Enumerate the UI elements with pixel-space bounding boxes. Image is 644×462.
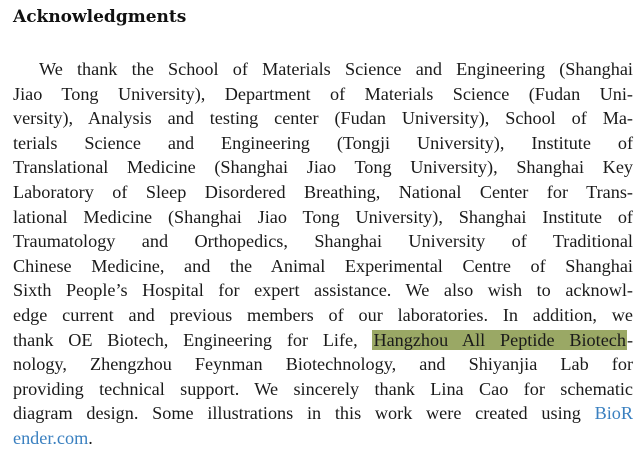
paragraph-line: Sixth People’s Hospital for expert assistance. We also wish to acknowl- [13,280,633,301]
paragraph-line: edge current and previous members of our laboratories. In addition, we [13,304,633,325]
paragraph-line: We thank the School of Materials Science and Engineering (Shanghai [39,59,633,79]
paragraph-line: Translational Medicine (Shanghai Jiao Tong University), Shanghai Key [13,157,633,178]
paragraph-line: terials Science and Engineering (Tongji University), Institute of [13,132,633,153]
section-heading: Acknowledgments [13,7,187,27]
paragraph-line: Chinese Medicine, and the Animal Experimental Centre of Shanghai [13,255,633,276]
paragraph-line [13,328,633,353]
paragraph-line: versity), Analysis and testing center (Fudan University), School of Ma- [13,108,633,129]
paragraph-line: Traumatology and Orthopedics, Shanghai University of Traditional [13,231,633,252]
paragraph-line: lational Medicine (Shanghai Jiao Tong University), Shanghai Institute of [13,206,633,227]
paragraph-line [13,426,633,451]
line-text: diagram design. Some illustrations in this work were created using [13,403,595,424]
acknowledgments-paragraph [13,57,633,451]
biorender-link-continued[interactable]: ender.com [13,427,89,448]
paragraph-line: Jiao Tong University), Department of Materials Science (Fudan Uni- [13,83,633,104]
line-text: . [88,427,93,448]
paragraph-line [13,401,633,426]
highlighted-text: Hangzhou All Peptide Biotech [373,329,626,350]
biorender-link[interactable]: BioR [594,403,633,424]
paragraph-line: Laboratory of Sleep Disordered Breathing, National Center for Trans- [13,181,633,202]
line-text: thank OE Biotech, Engineering for Life, [13,329,373,350]
line-text: - [626,329,633,350]
paragraph-line: providing technical support. We sincerely thank Lina Cao for schematic [13,378,633,399]
paragraph-line: nology, Zhengzhou Feynman Biotechnology, and Shiyanjia Lab for [13,354,633,375]
